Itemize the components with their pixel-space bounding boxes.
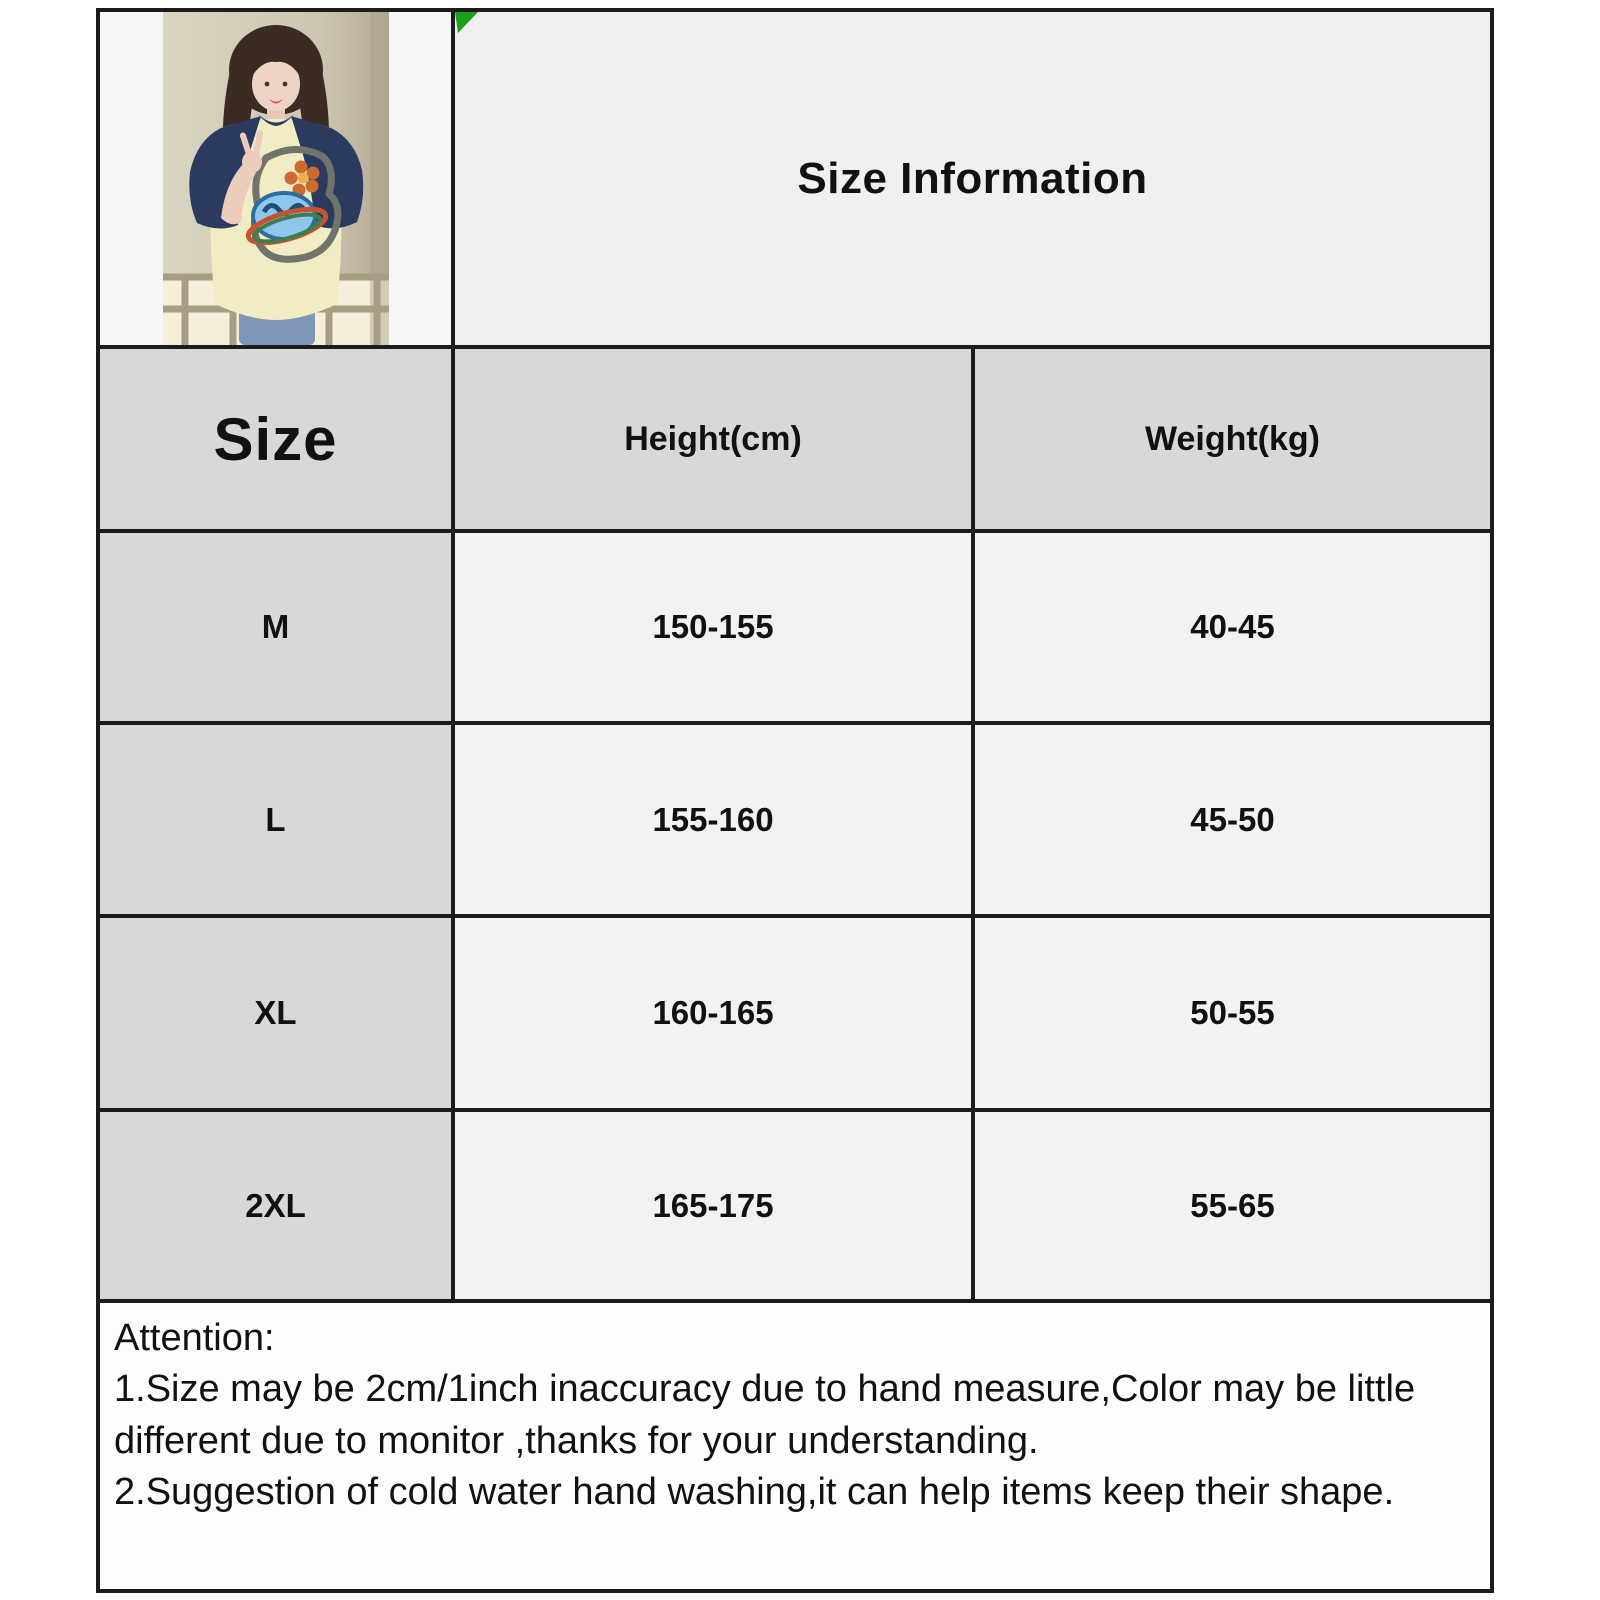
table-row-l-weight: 45-50 [975, 725, 1490, 918]
table-row-xl-size: XL [100, 918, 455, 1112]
size-information-header-cell [455, 12, 1490, 349]
table-row-2xl-weight: 55-65 [975, 1112, 1490, 1303]
photo-shadow [370, 12, 389, 345]
green-corner-flag-icon [455, 12, 478, 33]
column-header-weight: Weight(kg) [975, 349, 1490, 533]
product-photo-cell [100, 12, 455, 349]
attention-title: Attention: [114, 1317, 275, 1359]
table-row-2xl-size: 2XL [100, 1112, 455, 1303]
table-row-m-size: M [100, 533, 455, 725]
product-photo [163, 12, 389, 345]
table-row-xl-height: 160-165 [455, 918, 975, 1112]
table-row-xl-weight: 50-55 [975, 918, 1490, 1112]
table-row-m-height: 150-155 [455, 533, 975, 725]
table-row-l-size: L [100, 725, 455, 918]
table-row-l-height: 155-160 [455, 725, 975, 918]
table-row-m-weight: 40-45 [975, 533, 1490, 725]
column-header-height: Height(cm) [455, 349, 975, 533]
table-row-2xl-height: 165-175 [455, 1112, 975, 1303]
page-title: Size Information [797, 153, 1148, 203]
size-chart-sheet [96, 8, 1494, 1593]
attention-note-1: 1.Size may be 2cm/1inch inaccuracy due to hand measure,Color may be little different due to monitor ,thanks for your understanding. [114, 1368, 1416, 1462]
column-header-size: Size [100, 349, 455, 533]
attention-note-2: 2.Suggestion of cold water hand washing,it can help items keep their shape. [114, 1470, 1395, 1513]
attention-section [100, 1303, 1490, 1589]
